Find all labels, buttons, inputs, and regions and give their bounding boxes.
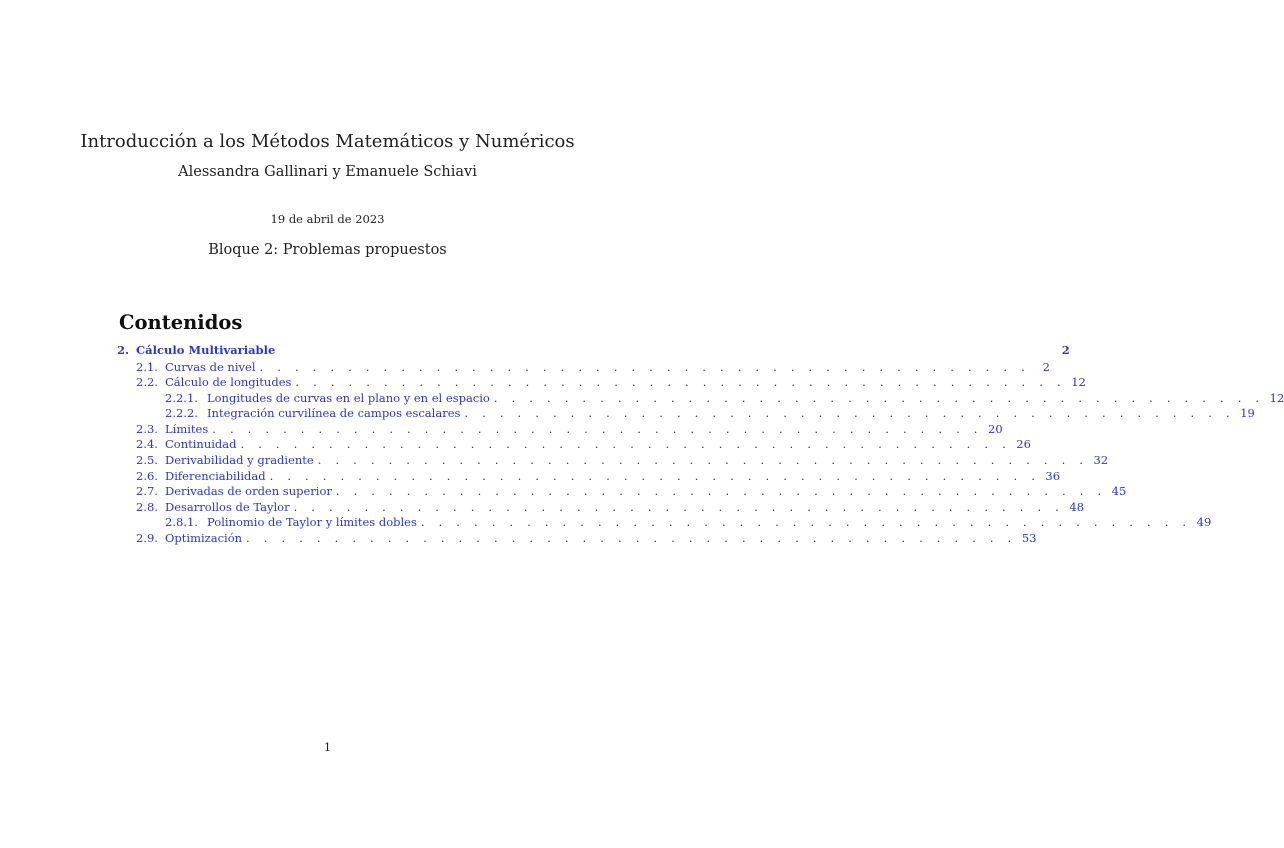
document-block-title: Bloque 2: Problemas propuestos: [208, 242, 447, 258]
toc-entry-page: 53: [1021, 531, 1037, 546]
toc-entry-title: Optimización: [165, 531, 243, 546]
toc-entry-number: 2.8.: [136, 499, 158, 514]
toc-entry-2-7[interactable]: [117, 484, 1127, 500]
toc-leader-dots: . . . . . . . . . . . . . . . . . . . . . . . . . . . . . . . . . . . . . . . . . . . .: [293, 499, 1065, 514]
toc-entry-title: Desarrollos de Taylor: [165, 499, 290, 514]
toc-entry-page: 12: [1269, 390, 1284, 405]
toc-leader-dots: . . . . . . . . . . . . . . . . . . . . . . . . . . . . . . . . . . . . . . . . . . . .: [335, 484, 1107, 499]
toc-entry-2-8-1[interactable]: [117, 515, 1212, 531]
toc-leader-dots: . . . . . . . . . . . . . . . . . . . . . . . . . . . . . . . . . . . . . . . . . . . .: [259, 359, 1030, 374]
toc-entry-title: Diferenciabilidad: [165, 468, 266, 483]
document-date: 19 de abril de 2023: [270, 212, 385, 226]
toc-entry-2-9[interactable]: [117, 531, 1037, 547]
toc-entry-2-5[interactable]: [117, 453, 1109, 469]
toc-leader-dots: . . . . . . . . . . . . . . . . . . . . . . . . . . . . . . . . . . . . . . . . . . . .: [240, 437, 1011, 452]
toc-entry-2-2[interactable]: [117, 375, 1086, 391]
toc-entry-number: 2.: [117, 343, 130, 357]
toc-entry-number: 2.7.: [136, 484, 158, 499]
document-title: Introducción a los Métodos Matemáticos y Numéricos: [80, 131, 575, 152]
toc-entry-title: Continuidad: [165, 437, 237, 452]
toc-entry-page: 19: [1240, 406, 1255, 421]
toc-entry-page: 12: [1071, 375, 1086, 390]
toc-entry-2-6[interactable]: [117, 468, 1061, 485]
toc-entry-page: 45: [1111, 484, 1127, 499]
toc-leader-dots: . . . . . . . . . . . . . . . . . . . . . . . . . . . . . . . . . . . . . . . . . . . .: [464, 406, 1235, 421]
toc-entry-2-2-1[interactable]: [117, 390, 1284, 407]
toc-leader-dots: . . . . . . . . . . . . . . . . . . . . . . . . . . . . . . . . . . . . . . . . . . . .: [269, 468, 1041, 483]
toc-leader-dots: . . . . . . . . . . . . . . . . . . . . . . . . . . . . . . . . . . . . . . . . . . . .: [420, 515, 1192, 530]
toc-heading: Contenidos: [119, 311, 243, 334]
toc-leader-dots: . . . . . . . . . . . . . . . . . . . . . . . . . . . . . . . . . . . . . . . . . . . .: [212, 421, 983, 436]
toc-entry-page: 20: [988, 421, 1003, 436]
toc-entry-2-8[interactable]: [117, 499, 1085, 516]
toc-entry-number: 2.5.: [136, 453, 158, 468]
toc-entry-number: 2.3.: [136, 421, 158, 436]
toc-entry-title: Límites: [165, 421, 209, 436]
toc-entry-title: Derivabilidad y gradiente: [165, 453, 314, 468]
toc-entry-number: 2.9.: [136, 531, 158, 546]
toc-entry-2-1[interactable]: [117, 359, 1050, 376]
toc-entry-title: Cálculo de longitudes: [165, 375, 292, 390]
toc-entry-2-4[interactable]: [117, 437, 1031, 453]
toc-entry-number: 2.2.: [136, 375, 158, 390]
toc-entry-number: 2.4.: [136, 437, 158, 452]
toc-entry-title: Derivadas de orden superior: [165, 484, 332, 499]
toc-entry-page: 49: [1196, 515, 1212, 530]
toc-entry-2-2-2[interactable]: [117, 406, 1255, 422]
toc-entry-page: 2: [1061, 343, 1070, 357]
toc-entry-number: 2.2.1.: [165, 390, 198, 405]
toc-entry-page: 26: [1016, 437, 1031, 452]
toc-leader-dots: . . . . . . . . . . . . . . . . . . . . . . . . . . . . . . . . . . . . . . . . . . . .: [246, 531, 1017, 546]
toc-entry-title: Polinomio de Taylor y límites dobles: [207, 515, 417, 530]
toc-entry-page: 48: [1069, 499, 1085, 514]
toc-entry-page: 36: [1045, 468, 1061, 483]
toc-entry-number: 2.8.1.: [165, 515, 198, 530]
toc-entry-title: Integración curvilínea de campos escalares: [207, 406, 461, 421]
toc-leader-dots: . . . . . . . . . . . . . . . . . . . . . . . . . . . . . . . . . . . . . . . . . . . .: [295, 375, 1066, 390]
table-of-contents: [117, 343, 1284, 547]
toc-leader-dots: . . . . . . . . . . . . . . . . . . . . . . . . . . . . . . . . . . . . . . . . . . . .: [493, 390, 1265, 405]
toc-entry-page: 2: [1042, 359, 1050, 374]
toc-entry-number: 2.2.2.: [165, 406, 198, 421]
toc-leader-dots: . . . . . . . . . . . . . . . . . . . . . . . . . . . . . . . . . . . . . . . . . . . .: [317, 453, 1089, 468]
page-number: 1: [323, 740, 332, 754]
document-authors: Alessandra Gallinari y Emanuele Schiavi: [178, 164, 477, 180]
toc-entry-number: 2.1.: [136, 359, 158, 374]
toc-entry-title: Longitudes de curvas en el plano y en el espacio: [207, 390, 490, 405]
toc-entry-2-3[interactable]: [117, 421, 1003, 438]
toc-entry-number: 2.6.: [136, 468, 158, 483]
toc-entry-title: Curvas de nivel: [165, 359, 256, 374]
toc-entry-title: Cálculo Multivariable: [136, 343, 276, 357]
toc-entry-chapter-2[interactable]: [117, 343, 1070, 360]
toc-entry-page: 32: [1093, 453, 1109, 468]
